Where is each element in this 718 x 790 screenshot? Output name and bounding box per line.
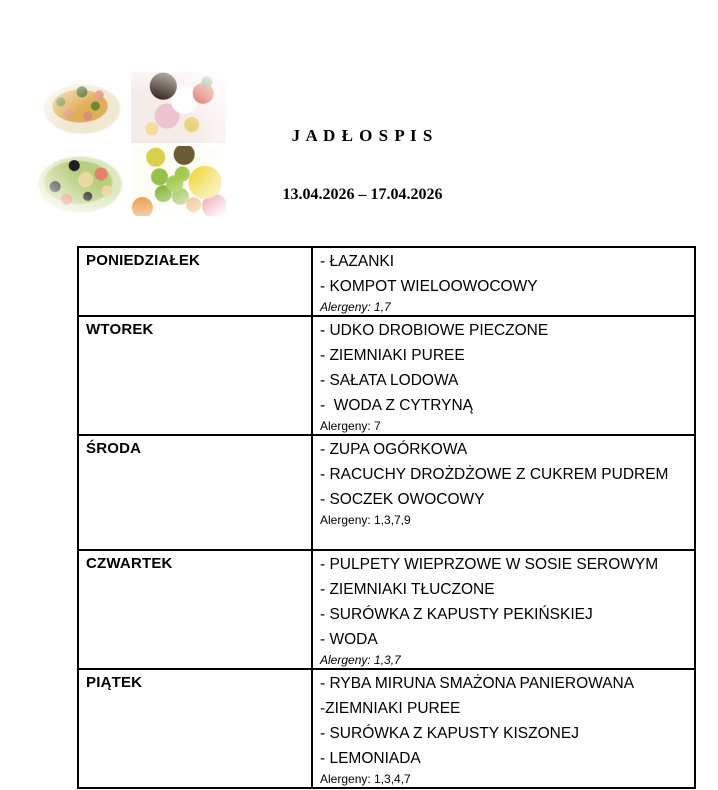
allergens-note: Alergeny: 1,3,7,9: [320, 513, 411, 527]
meals-cell-monday: [312, 247, 695, 316]
menu-item: - SAŁATA LODOWA: [320, 372, 459, 389]
menu-table: [77, 246, 696, 789]
menu-row-thursday: [78, 550, 695, 669]
menu-item: - LEMONIADA: [320, 750, 421, 767]
day-cell-wednesday: ŚRODA: [78, 435, 312, 550]
menu-table-body: [78, 247, 695, 788]
menu-item: - SURÓWKA Z KAPUSTY KISZONEJ: [320, 725, 579, 742]
salad-photo: [32, 146, 128, 217]
meals-cell-thursday: [312, 550, 695, 669]
menu-item: - KOMPOT WIELOOWOCOWY: [320, 278, 538, 295]
menu-item: - ZIEMNIAKI PUREE: [320, 347, 465, 364]
menu-item: - SURÓWKA Z KAPUSTY PEKIŃSKIEJ: [320, 606, 593, 623]
menu-row-wednesday: [78, 435, 695, 550]
allergens-note: Alergeny: 1,3,4,7: [320, 772, 411, 786]
meals-cell-friday: [312, 669, 695, 788]
menu-item: - ZIEMNIAKI TŁUCZONE: [320, 581, 495, 598]
menu-item: - ZUPA OGÓRKOWA: [320, 441, 468, 458]
dessert-strawberry-photo: [131, 72, 227, 143]
menu-item: - WODA Z CYTRYNĄ: [320, 397, 474, 414]
meals-cell-tuesday: [312, 316, 695, 435]
menu-item: - UDKO DROBIOWE PIECZONE: [320, 322, 549, 339]
allergens-note: Alergeny: 1,7: [320, 300, 391, 314]
food-collage: [32, 72, 226, 216]
day-cell-tuesday: WTOREK: [78, 316, 312, 435]
menu-row-monday: [78, 247, 695, 316]
fruits-photo: [131, 146, 227, 217]
menu-item: - SOCZEK OWOCOWY: [320, 491, 485, 508]
day-cell-thursday: CZWARTEK: [78, 550, 312, 669]
day-cell-friday: PIĄTEK: [78, 669, 312, 788]
date-range: 13.04.2026 – 17.04.2026: [282, 186, 443, 203]
allergens-note: Alergeny: 1,3,7: [320, 653, 401, 667]
menu-item: - PULPETY WIEPRZOWE W SOSIE SEROWYM: [320, 556, 659, 573]
menu-item: - WODA: [320, 631, 378, 648]
menu-item: - RYBA MIRUNA SMAŻONA PANIEROWANA: [320, 675, 635, 692]
noodle-dish-photo: [32, 72, 128, 143]
menu-item: - ŁAZANKI: [320, 253, 395, 270]
allergens-note: Alergeny: 7: [320, 419, 381, 433]
menu-row-friday: [78, 669, 695, 788]
page-title: J A D Ł O S P I S: [291, 126, 434, 145]
day-cell-monday: PONIEDZIAŁEK: [78, 247, 312, 316]
menu-item: - RACUCHY DROŻDŻOWE Z CUKREM PUDREM: [320, 466, 669, 483]
menu-item: -ZIEMNIAKI PUREE: [320, 700, 461, 717]
meals-cell-wednesday: [312, 435, 695, 550]
menu-row-tuesday: [78, 316, 695, 435]
